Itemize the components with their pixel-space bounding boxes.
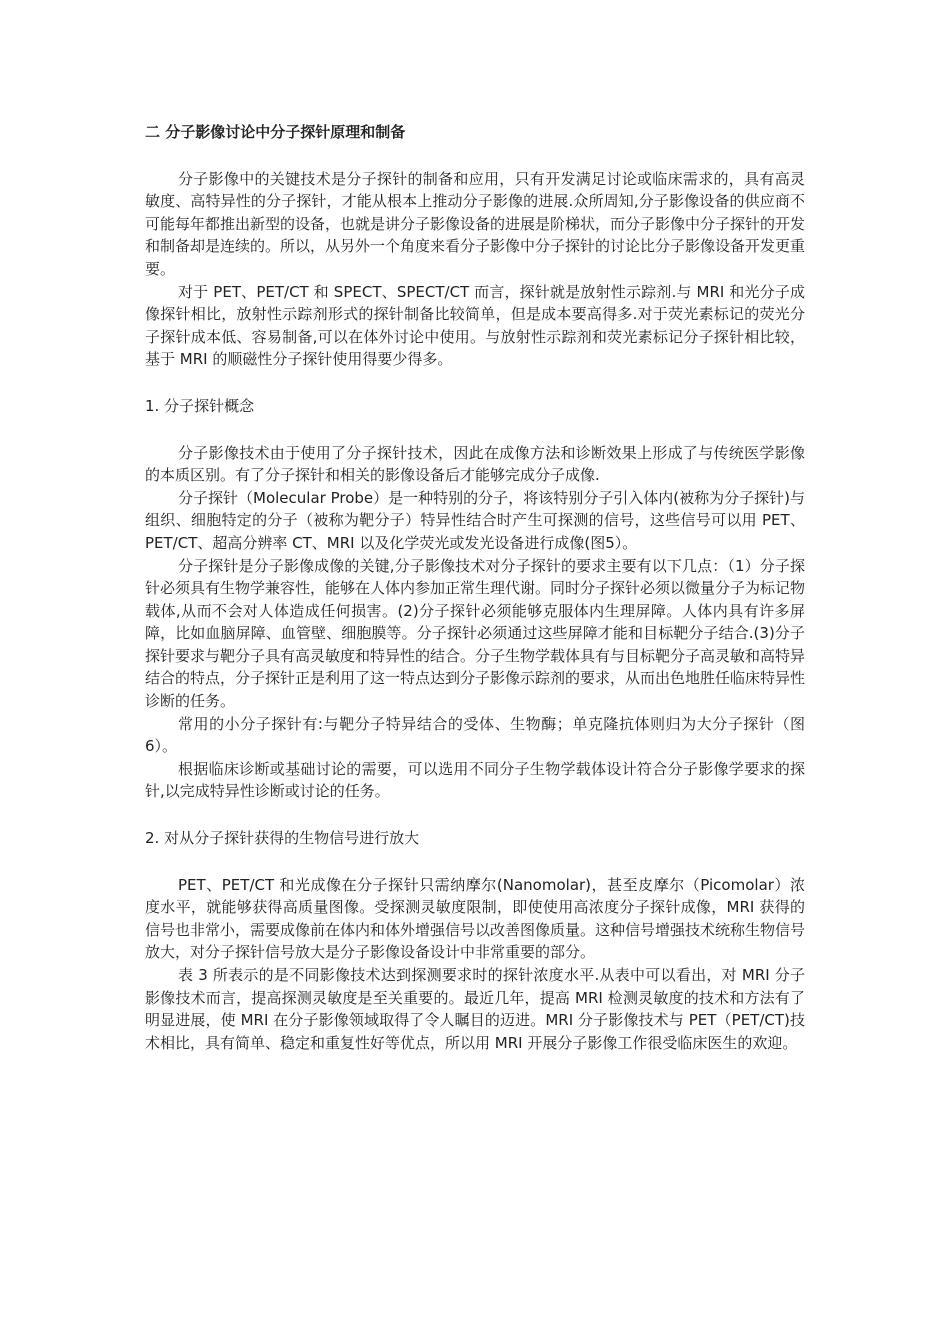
intro-paragraph-2: 对于 PET、PET/CT 和 SPECT、SPECT/CT 而言，探针就是放射性示踪剂.与 MRI 和光分子成像探针相比，放射性示踪剂形式的探针制备比较简单，但是成本要高得多.对于荧光素标记的荧光分子探针成本低、容易制备,可以在体外讨论中使用。与放射性示踪剂和荧光素标记分子探针相比较，基于 MRI 的顺磁性分子探针使用得要少得多。 bbox=[145, 282, 805, 369]
section-heading-1: 1. 分子探针概念 bbox=[145, 396, 255, 415]
section-heading-2: 2. 对从分子探针获得的生物信号进行放大 bbox=[145, 829, 420, 848]
spacer bbox=[145, 371, 805, 393]
section2-paragraph-2: 表 3 所表示的是不同影像技术达到探测要求时的探针浓度水平.从表中可以看出，对 MRI 分子影像技术而言，提高探测灵敏度是至关重要的。最近几年，提高 MRI 检测灵敏度的技术和方法有了明显进展，使 MRI 在分子影像领域取得了令人瞩目的迈进。MRI 分子影像技术与 PET（PET/CT)技术相比，具有简单、稳定和重复性好等优点，所以用 MRI 开展分子影像工作很受临床医生的欢迎。 bbox=[145, 966, 805, 1052]
section1-paragraph-3: 分子探针是分子影像成像的关键,分子影像技术对分子探针的要求主要有以下几点：（1）分子探针必须具有生物学兼容性，能够在人体内参加正常生理代谢。同时分子探针必须以微量分子为标记物载体,从而不会对人体造成任何损害。(2)分子探针必须能够克服体内生理屏障。人体内具有许多屏障，比如血脑屏障、血管壁、细胞膜等。分子探针必须通过这些屏障才能和目标靶分子结合.(3)分子探针要求与靶分子具有高灵敏度和特异性的结合。分子生物学载体具有与目标靶分子高灵敏和高特异结合的特点，分子探针正是利用了这一特点达到分子影像示踪剂的要求，从而出色地胜任临床特异性诊断的任务。 bbox=[145, 556, 806, 711]
spacer bbox=[145, 803, 805, 825]
section1-paragraph-2: 分子探针（Molecular Probe）是一种特别的分子，将该特别分子引入体内(被称为分子探针)与组织、细胞特定的分子（被称为靶分子）特异性结合时产生可探测的信号，这些信号可以用 PET、PET/CT、超高分辨率 CT、MRI 以及化学荧光或发光设备进行成像(图5）。 bbox=[145, 488, 805, 552]
section1-paragraph-1: 分子影像技术由于使用了分子探针技术，因此在成像方法和诊断效果上形成了与传统医学影像的本质区别。有了分子探针和相关的影像设备后才能够完成分子成像. bbox=[145, 443, 805, 485]
intro-paragraph-1: 分子影像中的关键技术是分子探针的制备和应用，只有开发满足讨论或临床需求的，具有高灵敏度、高特异性的分子探针，才能从根本上推动分子影像的进展.众所周知,分子影像设备的供应商不可能每年都推出新型的设备，也就是讲分子影像设备的进展是阶梯状，而分子影像中分子探针的开发和制备却是连续的。所以，从另外一个角度来看分子影像中分子探针的讨论比分子影像设备开发更重要。 bbox=[145, 169, 806, 278]
section1-paragraph-4: 常用的小分子探针有:与靶分子特异结合的受体、生物酶；单克隆抗体则归为大分子探针（图6）。 bbox=[145, 714, 805, 756]
section2-paragraph-1: PET、PET/CT 和光成像在分子探针只需纳摩尔(Nanomolar)，甚至皮摩尔（Picomolar）浓度水平，就能够获得高质量图像。受探测灵敏度限制，即使使用高浓度分子探针成像，MRI 获得的信号也非常小，需要成像前在体内和体外增强信号以改善图像质量。这种信号增强技术统称生物信号放大，对分子探针信号放大是分子影像设备设计中非常重要的部分。 bbox=[145, 875, 806, 962]
document-page bbox=[145, 121, 805, 1054]
section1-paragraph-5: 根据临床诊断或基础讨论的需要，可以选用不同分子生物学载体设计符合分子影像学要求的探针,以完成特异性诊断或讨论的任务。 bbox=[145, 759, 805, 801]
document-title: 二 分子影像讨论中分子探针原理和制备 bbox=[145, 123, 406, 141]
